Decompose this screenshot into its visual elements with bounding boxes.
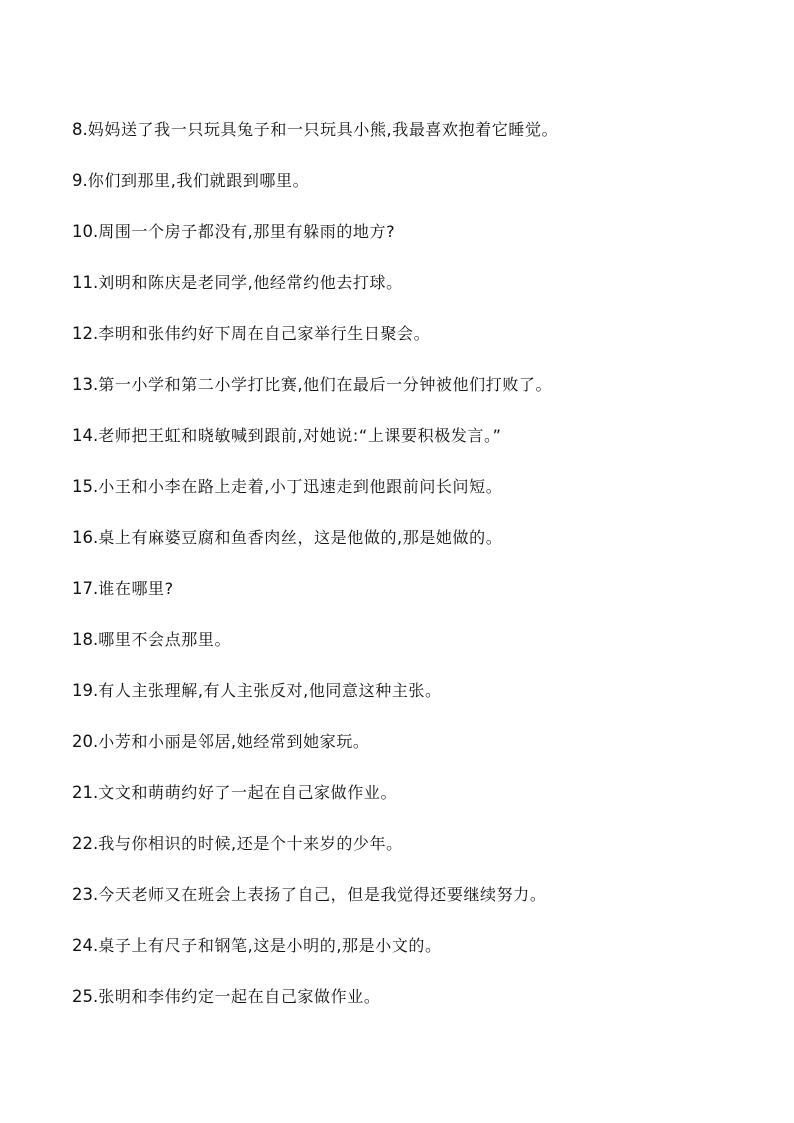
item-number: 20. bbox=[72, 732, 99, 751]
list-item bbox=[72, 776, 772, 827]
item-text: 李明和张伟约好下周在自己家举行生日聚会。 bbox=[98, 324, 431, 343]
item-text: 周围一个房子都没有,那里有躲雨的地方? bbox=[98, 222, 396, 241]
list-item bbox=[72, 419, 772, 470]
list-item bbox=[72, 113, 772, 164]
list-item bbox=[72, 521, 772, 572]
list-item bbox=[72, 623, 772, 674]
item-number: 9. bbox=[72, 171, 88, 190]
list-item bbox=[72, 164, 772, 215]
item-text: 第一小学和第二小学打比赛,他们在最后一分钟被他们打败了。 bbox=[98, 375, 553, 394]
item-text: 我与你相识的时候,还是个十来岁的少年。 bbox=[98, 834, 403, 853]
item-text: 妈妈送了我一只玩具兔子和一只玩具小熊,我最喜欢抱着它睡觉。 bbox=[87, 120, 559, 139]
item-text: 小王和小李在路上走着,小丁迅速走到他跟前问长问短。 bbox=[98, 477, 503, 496]
item-number: 17. bbox=[72, 579, 99, 598]
item-number: 10. bbox=[72, 222, 99, 241]
list-item bbox=[72, 929, 772, 980]
item-text: 你们到那里,我们就跟到哪里。 bbox=[87, 171, 310, 190]
item-number: 21. bbox=[72, 783, 99, 802]
item-text: 桌上有麻婆豆腐和鱼香肉丝，这是他做的,那是她做的。 bbox=[98, 528, 503, 547]
item-text: 有人主张理解,有人主张反对,他同意这种主张。 bbox=[98, 681, 442, 700]
item-number: 12. bbox=[72, 324, 99, 343]
item-number: 22. bbox=[72, 834, 99, 853]
list-item bbox=[72, 470, 772, 521]
item-text: 桌子上有尺子和钢笔,这是小明的,那是小文的。 bbox=[98, 936, 442, 955]
item-text: 今天老师又在班会上表扬了自己，但是我觉得还要继续努力。 bbox=[98, 885, 547, 904]
item-text: 文文和萌萌约好了一起在自己家做作业。 bbox=[98, 783, 398, 802]
item-number: 14. bbox=[72, 426, 99, 445]
list-item bbox=[72, 317, 772, 368]
item-number: 15. bbox=[72, 477, 99, 496]
item-number: 24. bbox=[72, 936, 99, 955]
list-item bbox=[72, 368, 772, 419]
list-item bbox=[72, 674, 772, 725]
list-item bbox=[72, 572, 772, 623]
item-text: 张明和李伟约定一起在自己家做作业。 bbox=[98, 987, 381, 1006]
list-item bbox=[72, 215, 772, 266]
list-item bbox=[72, 827, 772, 878]
item-number: 13. bbox=[72, 375, 99, 394]
item-number: 19. bbox=[72, 681, 99, 700]
item-number: 23. bbox=[72, 885, 99, 904]
sentence-list bbox=[72, 113, 772, 1031]
item-text: 谁在哪里? bbox=[98, 579, 174, 598]
list-item bbox=[72, 878, 772, 929]
item-text: 老师把王虹和晓敏喊到跟前,对她说:“上课要积极发言。” bbox=[98, 426, 502, 445]
item-text: 哪里不会点那里。 bbox=[98, 630, 232, 649]
item-text: 小芳和小丽是邻居,她经常到她家玩。 bbox=[98, 732, 370, 751]
item-number: 25. bbox=[72, 987, 99, 1006]
item-number: 16. bbox=[72, 528, 99, 547]
list-item bbox=[72, 980, 772, 1031]
item-number: 8. bbox=[72, 120, 88, 139]
list-item bbox=[72, 266, 772, 317]
item-text: 刘明和陈庆是老同学,他经常约他去打球。 bbox=[98, 273, 403, 292]
item-number: 11. bbox=[72, 273, 99, 292]
item-number: 18. bbox=[72, 630, 99, 649]
list-item bbox=[72, 725, 772, 776]
